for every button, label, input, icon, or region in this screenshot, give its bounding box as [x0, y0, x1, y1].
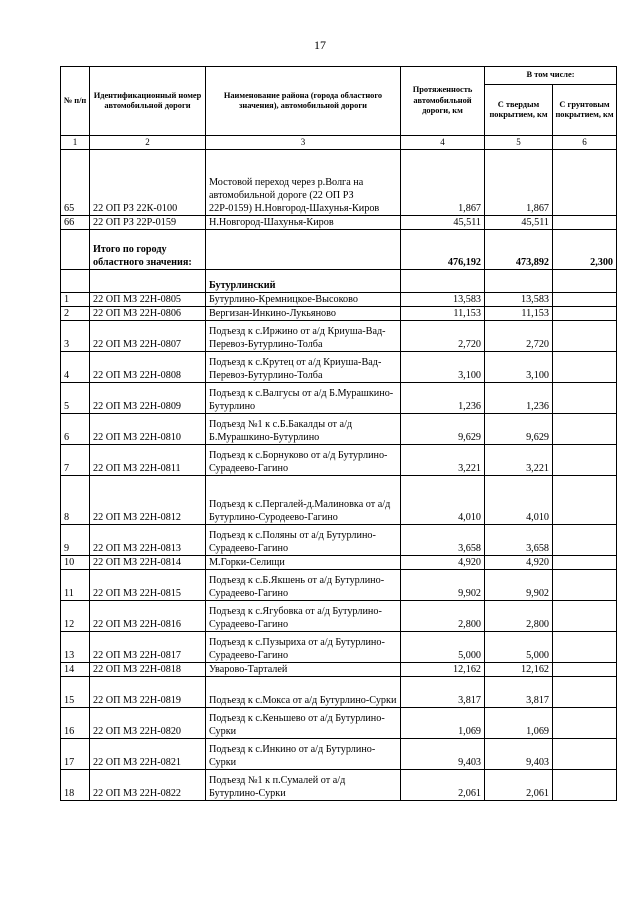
district-empty-cell — [553, 270, 617, 293]
table-row — [61, 293, 617, 307]
table-row — [61, 525, 617, 556]
dirt-surface-length — [553, 383, 617, 414]
road-name: Подъезд к с.Пузыриха от а/д Бутурлино-Сурадеево-Гагино — [206, 632, 401, 663]
district-header-row — [61, 270, 617, 293]
row-number: 65 — [61, 150, 90, 216]
dirt-surface-length — [553, 570, 617, 601]
road-length: 4,010 — [401, 476, 485, 525]
road-name: Подъезд к с.Мокса от а/д Бутурлино-Сурки — [206, 677, 401, 708]
road-id: 22 ОП РЗ 22К-0100 — [90, 150, 206, 216]
table-row — [61, 216, 617, 230]
table-row — [61, 150, 617, 216]
road-length: 3,658 — [401, 525, 485, 556]
road-length: 2,061 — [401, 770, 485, 801]
hard-surface-length: 1,867 — [485, 150, 553, 216]
road-name: Подъезд к с.Инкино от а/д Бутурлино-Сурки — [206, 739, 401, 770]
road-length: 4,920 — [401, 556, 485, 570]
road-name: Подъезд №1 к с.Б.Бакалды от а/д Б.Мурашкино-Бутурлино — [206, 414, 401, 445]
road-name: Подъезд к с.Борнуково от а/д Бутурлино-Сурадеево-Гагино — [206, 445, 401, 476]
column-number: 5 — [485, 136, 553, 150]
dirt-surface-length — [553, 414, 617, 445]
road-id: 22 ОП МЗ 22Н-0810 — [90, 414, 206, 445]
hard-surface-length: 3,100 — [485, 352, 553, 383]
road-length: 3,221 — [401, 445, 485, 476]
dirt-surface-length — [553, 150, 617, 216]
dirt-surface-length — [553, 525, 617, 556]
district-empty-cell — [61, 270, 90, 293]
table-row — [61, 632, 617, 663]
road-name: Подъезд №1 к п.Сумалей от а/д Бутурлино-Сурки — [206, 770, 401, 801]
hard-surface-length: 9,403 — [485, 739, 553, 770]
road-name: Подъезд к с.Крутец от а/д Криуша-Вад-Перевоз-Бутурлино-Толба — [206, 352, 401, 383]
header-including-group: В том числе: — [485, 67, 617, 85]
dirt-surface-length — [553, 293, 617, 307]
column-numbers-row — [61, 136, 617, 150]
road-id: 22 ОП МЗ 22Н-0815 — [90, 570, 206, 601]
road-length: 1,236 — [401, 383, 485, 414]
road-length: 11,153 — [401, 307, 485, 321]
total-row — [61, 230, 617, 270]
total-label: Итого по городу областного значения: — [90, 230, 206, 270]
row-number: 5 — [61, 383, 90, 414]
road-name: Подъезд к с.Б.Якшень от а/д Бутурлино-Сурадеево-Гагино — [206, 570, 401, 601]
road-name: Подъезд к с.Иржино от а/д Криуша-Вад-Перевоз-Бутурлино-Толба — [206, 321, 401, 352]
hard-surface-length: 11,153 — [485, 307, 553, 321]
road-length: 45,511 — [401, 216, 485, 230]
dirt-surface-length — [553, 216, 617, 230]
road-name: Уварово-Тарталей — [206, 663, 401, 677]
row-number: 16 — [61, 708, 90, 739]
district-empty-cell — [90, 270, 206, 293]
dirt-surface-length — [553, 708, 617, 739]
road-id: 22 ОП МЗ 22Н-0818 — [90, 663, 206, 677]
table-row — [61, 476, 617, 525]
road-name: Вергизан-Инкино-Лукьяново — [206, 307, 401, 321]
total-empty-cell — [206, 230, 401, 270]
hard-surface-length: 4,010 — [485, 476, 553, 525]
hard-surface-length: 3,817 — [485, 677, 553, 708]
dirt-surface-length — [553, 632, 617, 663]
header-road-name: Наименование района (города областного значения), автомобильной дороги — [206, 67, 401, 136]
row-number: 18 — [61, 770, 90, 801]
road-id: 22 ОП МЗ 22Н-0821 — [90, 739, 206, 770]
road-length: 13,583 — [401, 293, 485, 307]
road-id: 22 ОП МЗ 22Н-0809 — [90, 383, 206, 414]
total-dirt-surface: 2,300 — [553, 230, 617, 270]
road-id: 22 ОП РЗ 22Р-0159 — [90, 216, 206, 230]
hard-surface-length: 2,061 — [485, 770, 553, 801]
row-number: 9 — [61, 525, 90, 556]
hard-surface-length: 2,800 — [485, 601, 553, 632]
total-hard-surface: 473,892 — [485, 230, 553, 270]
table-row — [61, 739, 617, 770]
row-number: 13 — [61, 632, 90, 663]
header-hard-surface: С твердым покрытием, км — [485, 85, 553, 136]
road-id: 22 ОП МЗ 22Н-0812 — [90, 476, 206, 525]
column-number: 1 — [61, 136, 90, 150]
road-id: 22 ОП МЗ 22Н-0813 — [90, 525, 206, 556]
dirt-surface-length — [553, 556, 617, 570]
road-id: 22 ОП МЗ 22Н-0817 — [90, 632, 206, 663]
row-number: 7 — [61, 445, 90, 476]
road-id: 22 ОП МЗ 22Н-0822 — [90, 770, 206, 801]
dirt-surface-length — [553, 321, 617, 352]
table-row — [61, 663, 617, 677]
road-id: 22 ОП МЗ 22Н-0807 — [90, 321, 206, 352]
road-id: 22 ОП МЗ 22Н-0819 — [90, 677, 206, 708]
road-name: Подъезд к с.Валгусы от а/д Б.Мурашкино-Бутурлино — [206, 383, 401, 414]
row-number: 15 — [61, 677, 90, 708]
road-length: 9,902 — [401, 570, 485, 601]
table-row — [61, 708, 617, 739]
road-id: 22 ОП МЗ 22Н-0811 — [90, 445, 206, 476]
road-id: 22 ОП МЗ 22Н-0806 — [90, 307, 206, 321]
table-row — [61, 321, 617, 352]
road-name: Н.Новгород-Шахунья-Киров — [206, 216, 401, 230]
hard-surface-length: 9,629 — [485, 414, 553, 445]
total-empty-cell — [61, 230, 90, 270]
row-number: 4 — [61, 352, 90, 383]
table-row — [61, 770, 617, 801]
road-length: 2,720 — [401, 321, 485, 352]
road-id: 22 ОП МЗ 22Н-0816 — [90, 601, 206, 632]
road-length: 2,800 — [401, 601, 485, 632]
header-row-number: № п/п — [61, 67, 90, 136]
road-name: М.Горки-Селищи — [206, 556, 401, 570]
road-name: Мостовой переход через р.Волга на автомобильной дороге (22 ОП РЗ 22Р-0159) Н.Новгород-Шахунья-Киров — [206, 150, 401, 216]
road-id: 22 ОП МЗ 22Н-0805 — [90, 293, 206, 307]
column-number: 3 — [206, 136, 401, 150]
row-number: 14 — [61, 663, 90, 677]
table-row — [61, 414, 617, 445]
road-length: 5,000 — [401, 632, 485, 663]
hard-surface-length: 3,658 — [485, 525, 553, 556]
header-length: Протяженность автомобильной дороги, км — [401, 67, 485, 136]
hard-surface-length: 45,511 — [485, 216, 553, 230]
hard-surface-length: 3,221 — [485, 445, 553, 476]
hard-surface-length: 5,000 — [485, 632, 553, 663]
row-number: 12 — [61, 601, 90, 632]
header-road-id: Идентификационный номер автомобильной дороги — [90, 67, 206, 136]
row-number: 2 — [61, 307, 90, 321]
column-number: 6 — [553, 136, 617, 150]
road-id: 22 ОП МЗ 22Н-0808 — [90, 352, 206, 383]
road-length: 9,403 — [401, 739, 485, 770]
total-length: 476,192 — [401, 230, 485, 270]
row-number: 11 — [61, 570, 90, 601]
row-number: 66 — [61, 216, 90, 230]
table-row — [61, 601, 617, 632]
row-number: 10 — [61, 556, 90, 570]
dirt-surface-length — [553, 601, 617, 632]
column-number: 2 — [90, 136, 206, 150]
road-name: Подъезд к с.Ягубовка от а/д Бутурлино-Сурадеево-Гагино — [206, 601, 401, 632]
table-row — [61, 556, 617, 570]
dirt-surface-length — [553, 677, 617, 708]
table-row — [61, 352, 617, 383]
road-length: 1,069 — [401, 708, 485, 739]
hard-surface-length: 1,069 — [485, 708, 553, 739]
column-number: 4 — [401, 136, 485, 150]
road-length: 3,100 — [401, 352, 485, 383]
row-number: 6 — [61, 414, 90, 445]
table-row — [61, 570, 617, 601]
road-name: Бутурлино-Кремницкое-Высоково — [206, 293, 401, 307]
dirt-surface-length — [553, 770, 617, 801]
hard-surface-length: 4,920 — [485, 556, 553, 570]
table-row — [61, 383, 617, 414]
district-empty-cell — [401, 270, 485, 293]
road-length: 3,817 — [401, 677, 485, 708]
road-name: Подъезд к с.Поляны от а/д Бутурлино-Сурадеево-Гагино — [206, 525, 401, 556]
hard-surface-length: 1,236 — [485, 383, 553, 414]
road-length: 12,162 — [401, 663, 485, 677]
dirt-surface-length — [553, 476, 617, 525]
hard-surface-length: 2,720 — [485, 321, 553, 352]
dirt-surface-length — [553, 352, 617, 383]
hard-surface-length: 9,902 — [485, 570, 553, 601]
district-empty-cell — [485, 270, 553, 293]
hard-surface-length: 12,162 — [485, 663, 553, 677]
table-row — [61, 677, 617, 708]
road-name: Подъезд к с.Пергалей-д.Малиновка от а/д Бутурлино-Суродеево-Гагино — [206, 476, 401, 525]
dirt-surface-length — [553, 307, 617, 321]
road-name: Подъезд к с.Кеньшево от а/д Бутурлино-Сурки — [206, 708, 401, 739]
road-id: 22 ОП МЗ 22Н-0820 — [90, 708, 206, 739]
table-row — [61, 445, 617, 476]
dirt-surface-length — [553, 663, 617, 677]
dirt-surface-length — [553, 739, 617, 770]
road-length: 9,629 — [401, 414, 485, 445]
header-dirt-surface: С грунтовым покрытием, км — [553, 85, 617, 136]
dirt-surface-length — [553, 445, 617, 476]
page-number: 17 — [314, 38, 326, 52]
row-number: 1 — [61, 293, 90, 307]
row-number: 17 — [61, 739, 90, 770]
row-number: 3 — [61, 321, 90, 352]
road-id: 22 ОП МЗ 22Н-0814 — [90, 556, 206, 570]
roads-table — [60, 66, 617, 801]
district-name: Бутурлинский — [206, 270, 401, 293]
row-number: 8 — [61, 476, 90, 525]
road-length: 1,867 — [401, 150, 485, 216]
hard-surface-length: 13,583 — [485, 293, 553, 307]
table-row — [61, 307, 617, 321]
